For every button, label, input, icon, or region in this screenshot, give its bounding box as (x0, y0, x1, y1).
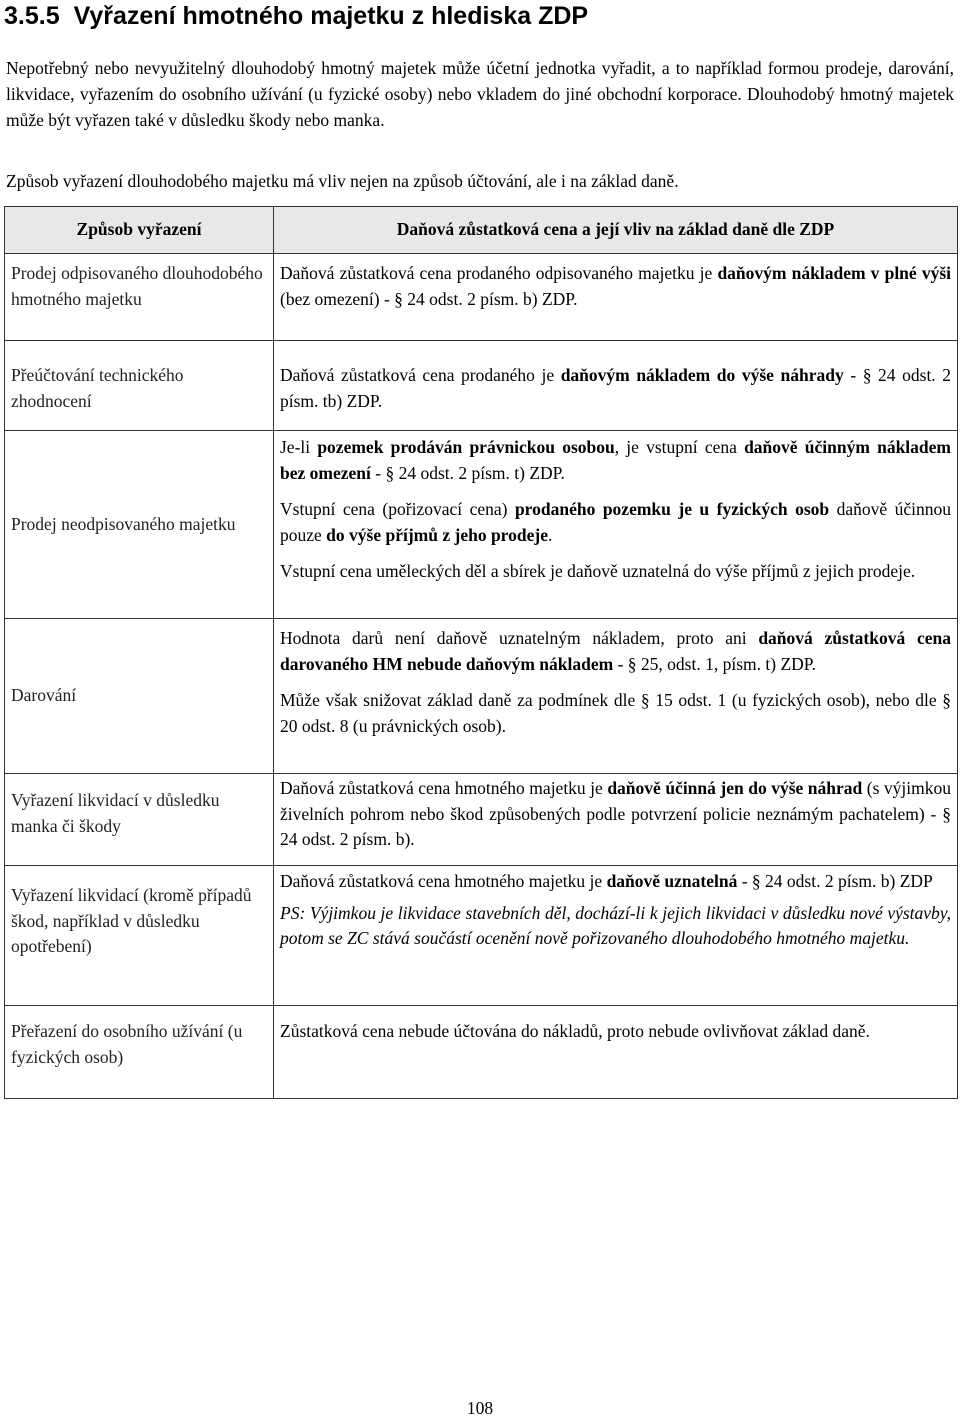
effect-text: Daňová zůstatková cena prodaného odpisovaného majetku je daňovým nákladem v plné výši (bez omezení) - § 24 odst. 2 písm. b) ZDP. (280, 263, 951, 309)
ps-note: PS: Výjimkou je likvidace stavebních děl, dochází-li k jejich likvidaci v důsledku nové výstavby, potom se ZC stává součástí ocenění nově pořizovaného dlouhodobého hmotného majetku. (280, 902, 951, 948)
method-label: Přeúčtování technického zhodnocení (11, 365, 184, 411)
effect-cell (274, 1006, 958, 1099)
disposal-table (4, 206, 958, 1099)
method-label: Přeřazení do osobního užívání (u fyzických osob) (11, 1021, 243, 1067)
method-label: Vyřazení likvidací (kromě případů škod, například v důsledku opotřebení) (11, 885, 252, 956)
method-cell (5, 774, 274, 866)
table-row (5, 254, 958, 341)
effect-cell (274, 619, 958, 774)
effect-text: Daňová zůstatková cena hmotného majetku je daňově uznatelná - § 24 odst. 2 písm. b) ZDP (280, 871, 933, 891)
table-row (5, 774, 958, 866)
effect-text: Zůstatková cena nebude účtována do nákladů, proto nebude ovlivňovat základ daně. (280, 1021, 870, 1041)
table-row (5, 866, 958, 1006)
effect-cell (274, 431, 958, 619)
intro-summary: Způsob vyřazení dlouhodobého majetku má vliv nejen na způsob účtování, ale i na základ daně. (6, 171, 679, 191)
method-label: Prodej neodpisovaného majetku (11, 513, 236, 534)
method-cell (5, 1006, 274, 1099)
table-header-row (5, 207, 958, 254)
section-number: 3.5.5 (4, 2, 60, 30)
table-row (5, 619, 958, 774)
method-cell (5, 866, 274, 1006)
table-row (5, 1006, 958, 1099)
header-tax-effect: Daňová zůstatková cena a její vliv na základ daně dle ZDP (274, 207, 958, 254)
effect-cell (274, 774, 958, 866)
effect-cell (274, 866, 958, 1006)
method-cell (5, 341, 274, 431)
effect-cell (274, 254, 958, 341)
effect-text: Daňová zůstatková cena hmotného majetku je daňově účinná jen do výše náhrad (s výjimkou živelních pohrom nebo škod způsobených podle potvrzení policie neznámým pachatelem) - § 24 odst. 2 písm. b). (280, 778, 951, 849)
table-row (5, 341, 958, 431)
method-cell (5, 619, 274, 774)
method-cell (5, 431, 274, 619)
intro-paragraph: Nepotřebný nebo nevyužitelný dlouhodobý hmotný majetek může účetní jednotka vyřadit, a to například formou prodeje, darování, likvidace, vyřazením do osobního užívání (u fyzické osoby) nebo vkladem do jiné obchodní korporace. Dlouhodobý hmotný majetek může být vyřazen také v důsledku škody nebo manka. (6, 58, 954, 130)
header-method: Způsob vyřazení (5, 207, 274, 254)
table-row (5, 431, 958, 619)
method-label: Prodej odpisovaného dlouhodobého hmotného majetku (11, 263, 263, 309)
section-title: Vyřazení hmotného majetku z hlediska ZDP (73, 2, 589, 30)
effect-text: Vstupní cena (pořizovací cena) prodaného pozemku je u fyzických osob daňově účinnou pouze do výše příjmů z jeho prodeje. (280, 499, 951, 545)
method-label: Vyřazení likvidací v důsledku manka či škody (11, 790, 220, 836)
effect-text: Vstupní cena uměleckých děl a sbírek je daňově uznatelná do výše příjmů z jejich prodeje. (280, 561, 916, 581)
effect-text: Může však snižovat základ daně za podmínek dle § 15 odst. 1 (u fyzických osob), nebo dle § 20 odst. 8 (u právnických osob). (280, 690, 951, 736)
effect-cell (274, 341, 958, 431)
effect-text: Hodnota darů není daňově uznatelným nákladem, proto ani daňová zůstatková cena darovaného HM nebude daňovým nákladem - § 25, odst. 1, písm. t) ZDP. (280, 628, 951, 674)
effect-text: Daňová zůstatková cena prodaného je daňovým nákladem do výše náhrady - § 24 odst. 2 písm. tb) ZDP. (280, 365, 952, 411)
method-label: Darování (11, 685, 77, 706)
method-cell (5, 254, 274, 341)
effect-text: Je-li pozemek prodáván právnickou osobou, je vstupní cena daňově účinným nákladem bez omezení - § 24 odst. 2 písm. t) ZDP. (280, 437, 951, 483)
page-number: 108 (466, 1398, 494, 1418)
section-heading (4, 0, 588, 32)
